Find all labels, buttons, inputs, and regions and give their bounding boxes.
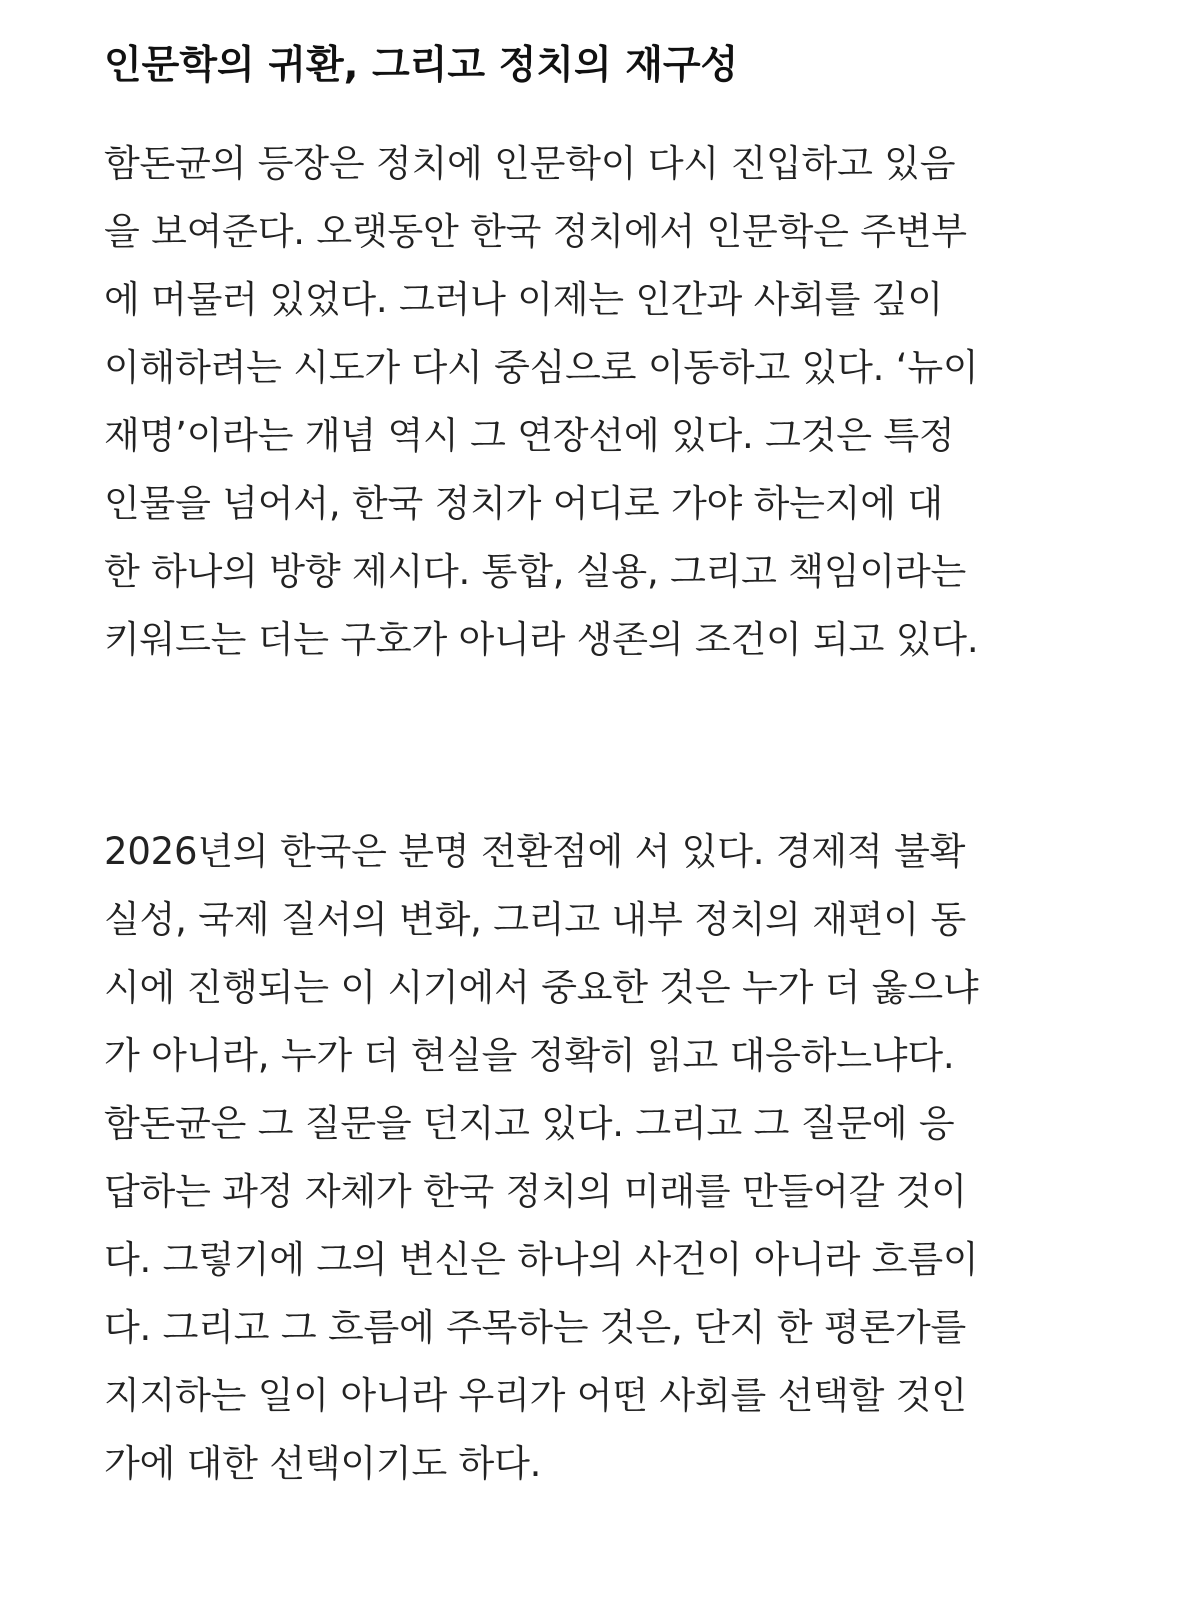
paragraph-line: 함돈균의 등장은 정치에 인문학이 다시 진입하고 있음 (104, 142, 956, 185)
paragraph-line: 에 머물러 있었다. 그러나 이제는 인간과 사회를 깊이 (104, 278, 943, 321)
paragraph-1 (104, 130, 978, 674)
paragraph-line: 가 아니라, 누가 더 현실을 정확히 읽고 대응하느냐다. (104, 1034, 955, 1077)
paragraph-2 (104, 818, 978, 1498)
paragraph-line: 2026년의 한국은 분명 전환점에 서 있다. 경제적 불확 (104, 830, 966, 873)
paragraph-line: 키워드는 더는 구호가 아니라 생존의 조건이 되고 있다. (104, 618, 979, 661)
paragraph-line: 가에 대한 선택이기도 하다. (104, 1442, 542, 1485)
section-heading: 인문학의 귀환, 그리고 정치의 재구성 (104, 43, 739, 88)
paragraph-line: 시에 진행되는 이 시기에서 중요한 것은 누가 더 옳으냐 (104, 966, 979, 1009)
paragraph-line: 답하는 과정 자체가 한국 정치의 미래를 만들어갈 것이 (104, 1170, 967, 1213)
paragraph-line: 을 보여준다. 오랫동안 한국 정치에서 인문학은 주변부 (104, 210, 967, 253)
paragraph-line: 지지하는 일이 아니라 우리가 어떤 사회를 선택할 것인 (104, 1374, 967, 1417)
paragraph-line: 재명’이라는 개념 역시 그 연장선에 있다. 그것은 특정 (104, 414, 955, 457)
paragraph-line: 함돈균은 그 질문을 던지고 있다. 그리고 그 질문에 응 (104, 1102, 955, 1145)
paragraph-line: 다. 그리고 그 흐름에 주목하는 것은, 단지 한 평론가를 (104, 1306, 966, 1349)
paragraph-line: 다. 그렇기에 그의 변신은 하나의 사건이 아니라 흐름이 (104, 1238, 979, 1281)
paragraph-line: 이해하려는 시도가 다시 중심으로 이동하고 있다. ‘뉴이 (104, 346, 979, 389)
paragraph-line: 한 하나의 방향 제시다. 통합, 실용, 그리고 책임이라는 (104, 550, 966, 593)
paragraph-line: 인물을 넘어서, 한국 정치가 어디로 가야 하는지에 대 (104, 482, 943, 525)
paragraph-line: 실성, 국제 질서의 변화, 그리고 내부 정치의 재편이 동 (104, 898, 966, 941)
